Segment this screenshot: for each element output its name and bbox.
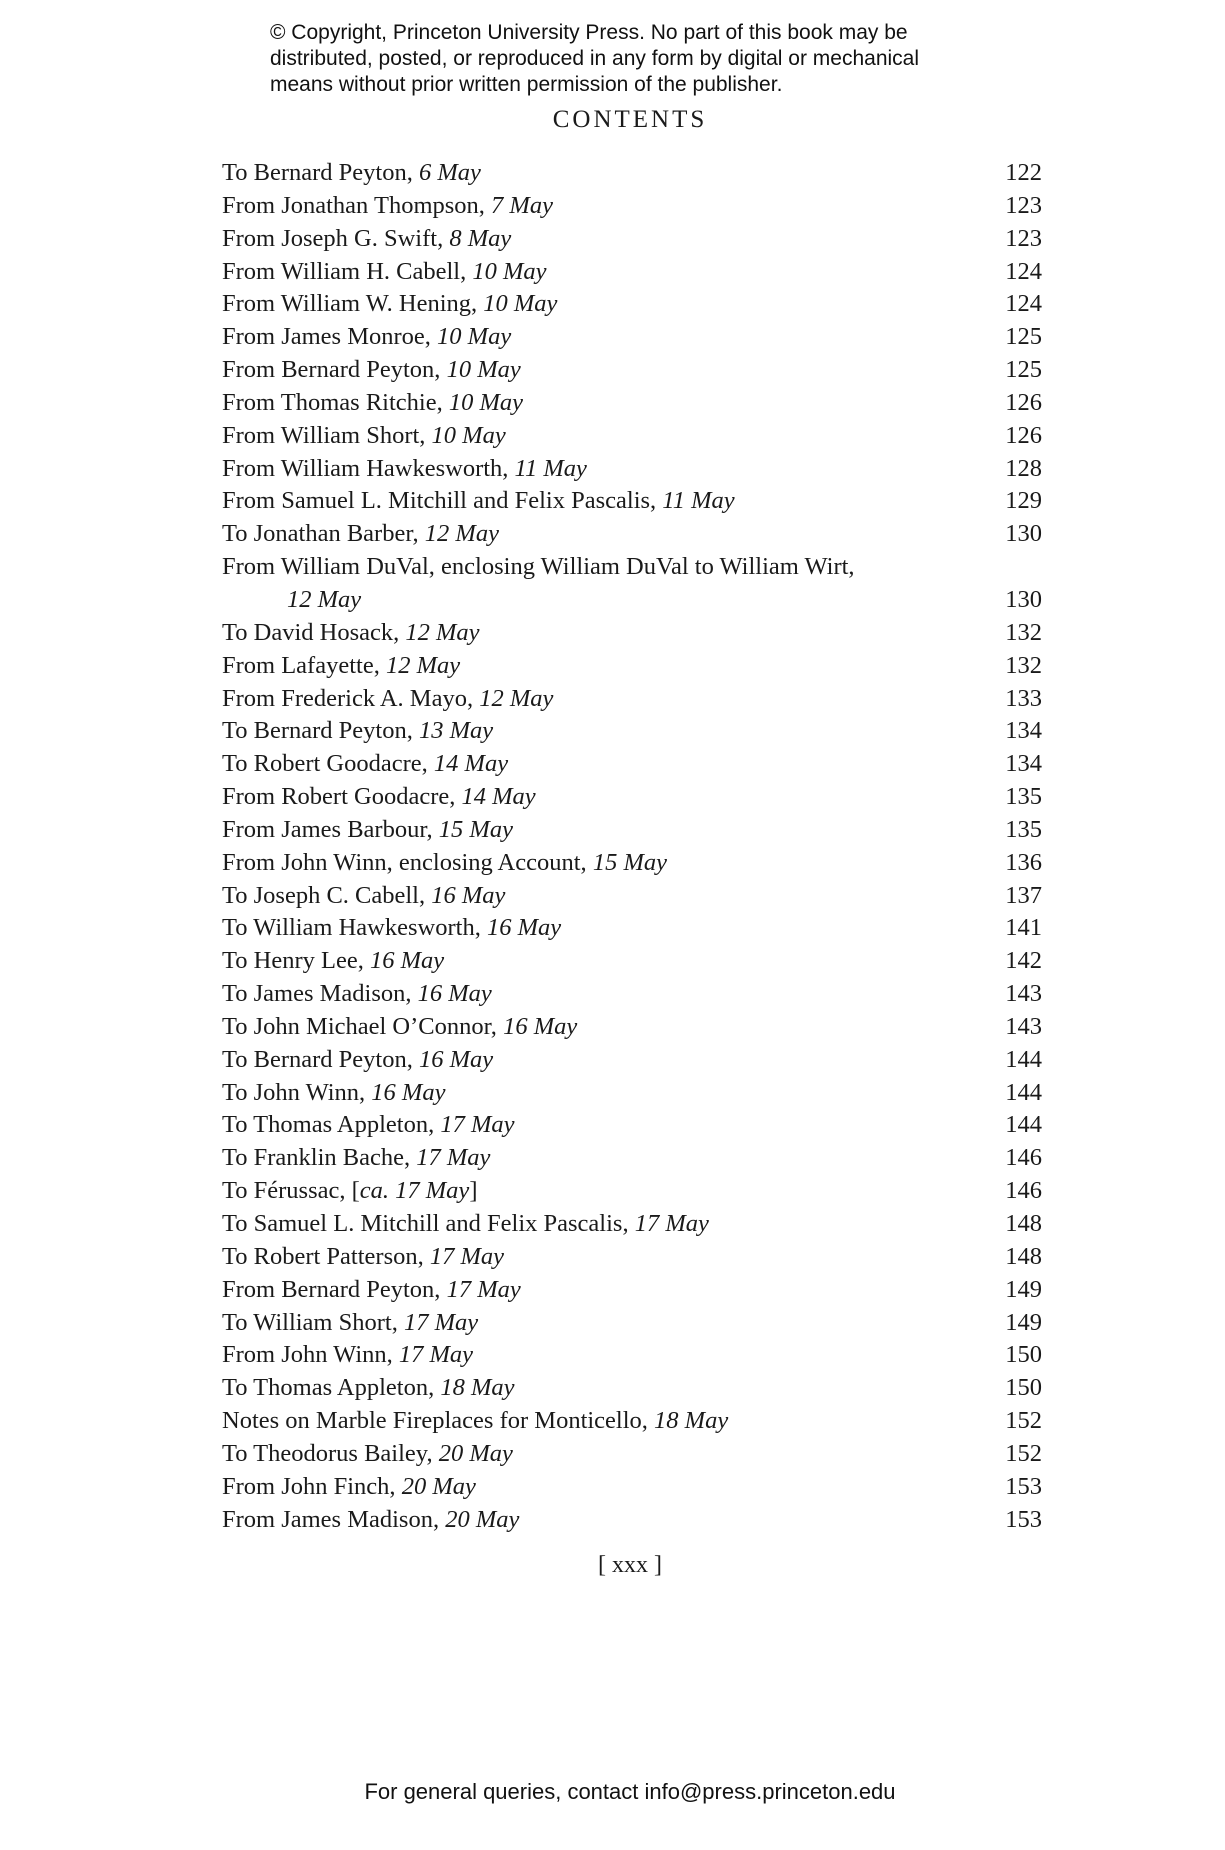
toc-entry-title [222,847,667,880]
toc-entry-correspondent: From Bernard Peyton, [222,356,447,384]
toc-entry-date: 16 May [417,980,492,1008]
toc-entry-correspondent: From James Monroe, [222,323,438,351]
toc-entry-correspondent: From Frederick A. Mayo, [222,684,480,712]
toc-entry-page-number: 129 [1005,487,1042,515]
toc-entry-title [222,1044,493,1077]
toc-entry [222,781,1042,814]
toc-entry-title [222,1339,473,1372]
toc-entry [222,157,1042,190]
toc-entry-date: 20 May [438,1439,513,1467]
copyright-notice [270,20,990,98]
toc-entry-title [222,288,557,321]
toc-entry-page-number: 125 [1005,323,1042,351]
toc-entry-page-number: 148 [1005,1210,1042,1237]
toc-entry [222,321,1042,354]
toc-entry-date: 12 May [424,520,499,548]
toc-entry-date: 16 May [503,1012,578,1040]
toc-entry-correspondent: To William Hawkesworth, [222,914,487,942]
toc-entry-page-number: 152 [1005,1439,1042,1467]
toc-entry-page-number: 134 [1005,750,1042,778]
toc-entry-title [222,1274,521,1307]
toc-entry-page-number: 149 [1005,1308,1042,1336]
toc-entry-title [222,157,481,190]
toc-entry-page-number: 153 [1005,1505,1042,1533]
toc-entry [222,1011,1042,1044]
toc-entry-correspondent: From John Finch, [222,1472,402,1500]
toc-entry [222,551,1042,584]
toc-entry-title [222,814,513,847]
toc-entry-page-number: 135 [1005,815,1042,843]
toc-entry-title [222,1471,476,1504]
toc-entry [222,387,1042,420]
toc-entry-date: 15 May [592,848,667,876]
toc-entry-correspondent: To Robert Goodacre, [222,750,434,778]
toc-entry-date: 10 May [431,421,506,449]
toc-entry-page-number: 146 [1005,1177,1042,1205]
toc-entry-title [222,781,536,814]
toc-entry-title [222,420,506,453]
toc-entry [222,715,1042,748]
toc-entry-title [222,715,493,748]
toc-entry-correspondent: To Thomas Appleton, [222,1111,441,1139]
toc-entry-correspondent: From James Madison, [222,1505,446,1533]
toc-entry-title [222,748,508,781]
toc-entry-date: 12 May [479,684,554,712]
toc-entry-correspondent: To Robert Patterson, [222,1242,430,1270]
toc-entry-title [222,880,505,913]
toc-entry [222,847,1042,880]
toc-entry [222,453,1042,486]
toc-entry-correspondent: Notes on Marble Fireplaces for Monticello, [222,1407,655,1435]
toc-entry-correspondent: To Samuel L. Mitchill and Felix Pascalis, [222,1210,635,1237]
toc-entry-date: 10 May [448,388,524,416]
toc-entry-correspondent: From William Hawkesworth, [222,454,515,482]
toc-entry-correspondent: From James Barbour, [222,815,439,843]
toc-entry-correspondent: To Franklin Bache, [222,1144,417,1172]
toc-entry-date: 17 May [440,1111,515,1139]
toc-entry-title [222,321,511,354]
toc-entry-page-number: 153 [1005,1472,1042,1500]
toc-entry-date: 12 May [287,585,362,613]
toc-entry-title [222,683,553,716]
toc-entry-date: 17 May [403,1308,479,1336]
toc-entry-page-number: 126 [1005,388,1042,416]
toc-entry-date: 10 May [437,323,512,351]
toc-entry-page-number: 123 [1005,191,1042,219]
toc-entry-page-number: 143 [1005,1012,1042,1040]
toc-entry-date: ca. 17 May [359,1177,470,1205]
toc-entry-page-number: 122 [1005,159,1042,186]
toc-entry [222,256,1042,289]
toc-entry-page-number: 124 [1005,257,1042,285]
toc-entry-title [222,1405,728,1438]
toc-entry-correspondent: From Samuel L. Mitchill and Felix Pascalis, [222,487,663,515]
toc-entry-correspondent: To Bernard Peyton, [222,1045,419,1073]
toc-entry-page-number: 143 [1005,980,1042,1008]
toc-entry [222,354,1042,387]
toc-entry-title [222,1438,513,1471]
toc-entry-date: 14 May [433,750,509,778]
toc-entry [222,880,1042,913]
page-folio: [ xxx ] [598,1552,662,1578]
toc-entry-page-number: 135 [1005,783,1042,811]
toc-entry-date: 18 May [440,1374,515,1402]
toc-entry [222,1077,1042,1110]
toc-entry-correspondent: From William H. Cabell, [222,257,473,285]
toc-entry [222,518,1042,551]
toc-entry [222,617,1042,650]
toc-entry-correspondent: From Lafayette, [222,651,386,679]
toc-entry [222,1504,1042,1537]
toc-entry [222,485,1042,518]
toc-entry-date: 16 May [369,947,445,975]
toc-entry-correspondent: To Theodorus Bailey, [222,1439,439,1467]
toc-entry-title [222,650,460,683]
toc-entry-page-number: 125 [1005,356,1042,384]
toc-entry [222,1142,1042,1175]
toc-entry-date: 17 May [429,1242,505,1270]
toc-entry-title [222,354,521,387]
toc-entry-page-number: 126 [1005,421,1042,449]
toc-entry-date: 7 May [491,191,553,219]
toc-entry-title [222,453,587,486]
toc-entry-title [222,1175,477,1208]
toc-entry-page-number: 136 [1005,848,1042,876]
toc-entry-title [222,1077,445,1110]
toc-entry-correspondent: From William Short, [222,421,432,449]
toc-entry-correspondent: To William Short, [222,1308,404,1336]
toc-entry-title [222,1011,577,1044]
toc-entry-title [222,978,492,1011]
toc-entry [222,1241,1042,1274]
toc-entry-title [222,1307,478,1340]
toc-entry [222,288,1042,321]
toc-entry-title [222,551,855,584]
toc-entry [222,748,1042,781]
toc-entry-page-number: 132 [1005,651,1042,679]
toc-entry-date: 6 May [418,159,481,186]
toc-entry-correspondent: From John Winn, enclosing Account, [222,848,593,876]
toc-entry-date: 16 May [431,881,506,909]
toc-entry-date: 20 May [401,1472,476,1500]
copyright-line: means without prior written permission of the publisher. [270,73,783,96]
toc-entry-page-number: 146 [1005,1144,1042,1172]
toc-entry-page-number: 130 [1005,520,1042,548]
toc-entry [222,978,1042,1011]
toc-entry-date: 12 May [405,618,480,646]
toc-entry-page-number: 144 [1005,1045,1042,1073]
toc-entry-page-number: 134 [1005,717,1042,745]
toc-entry [222,1044,1042,1077]
toc-entry-title [222,190,553,223]
toc-entry-title [222,912,561,945]
toc-entry-date: 12 May [385,651,461,679]
toc-entry-page-number: 133 [1005,684,1042,712]
toc-entry [222,683,1042,716]
toc-entry-date: 13 May [418,717,494,745]
toc-entry-date: 10 May [483,290,558,318]
toc-entry-page-number: 124 [1005,290,1042,318]
toc-entry-page-number: 150 [1005,1374,1042,1402]
toc-entry-correspondent: From Thomas Ritchie, [222,388,449,416]
toc-entry-date: 10 May [472,257,547,285]
toc-entry [222,1372,1042,1405]
toc-entry-date: 11 May [662,487,735,515]
toc-entry-date: 16 May [486,914,562,942]
toc-entry-date: 15 May [438,815,513,843]
table-of-contents [222,157,1042,1536]
toc-entry [222,1208,1042,1241]
copyright-line: © Copyright, Princeton University Press. No part of this book may be [270,21,908,44]
toc-entry-correspondent: From John Winn, [222,1341,399,1369]
toc-entry [222,1175,1042,1208]
toc-entry-date: 17 May [398,1341,474,1369]
toc-entry-title [222,223,511,256]
toc-entry-correspondent: To David Hosack, [222,618,406,646]
toc-entry-title [222,945,444,978]
toc-entry-page-number: 142 [1005,947,1042,975]
toc-entry-correspondent: From Joseph G. Swift, [222,224,450,252]
toc-entry-page-number: 152 [1005,1407,1042,1435]
footer-contact: For general queries, contact info@press.princeton.edu [364,1779,896,1804]
toc-entry [222,1405,1042,1438]
toc-entry-date: 18 May [654,1407,729,1435]
toc-entry-title [222,1208,709,1241]
toc-entry-correspondent: From Jonathan Thompson, [222,191,492,219]
toc-entry-date: 10 May [446,356,521,384]
toc-entry [222,420,1042,453]
toc-entry-title [222,1109,515,1142]
toc-entry [222,223,1042,256]
toc-entry-correspondent: To Férussac, [ [222,1177,360,1205]
toc-entry-page-number: 148 [1005,1242,1042,1270]
toc-entry-correspondent: To James Madison, [222,980,418,1008]
toc-entry-date: 17 May [446,1275,521,1303]
toc-entry-correspondent: To Bernard Peyton, [222,717,419,745]
toc-entry-date: 17 May [416,1144,491,1172]
toc-entry [222,1274,1042,1307]
toc-entry-correspondent: From Robert Goodacre, [222,783,462,811]
toc-entry-correspondent: To Thomas Appleton, [222,1374,441,1402]
toc-entry-title [222,485,735,518]
toc-entry-correspondent: From Bernard Peyton, [222,1275,447,1303]
toc-entry-date: 17 May [634,1210,709,1237]
contents-heading: CONTENTS [552,106,708,133]
toc-entry-correspondent: To Jonathan Barber, [222,520,425,548]
toc-entry-page-number: 128 [1005,454,1042,482]
toc-entry [222,1109,1042,1142]
toc-entry [222,1471,1042,1504]
copyright-line: distributed, posted, or reproduced in any form by digital or mechanical [270,47,920,70]
toc-entry-correspondent: To Bernard Peyton, [222,159,419,186]
toc-entry-page-number: 144 [1005,1078,1042,1106]
toc-entry-date: 8 May [449,224,512,252]
toc-entry [222,190,1042,223]
toc-entry-date: 11 May [514,454,587,482]
toc-entry-correspondent: To Joseph C. Cabell, [222,881,432,909]
toc-entry [222,650,1042,683]
toc-entry-page-number: 150 [1005,1341,1042,1369]
toc-entry-date: 14 May [461,783,536,811]
toc-entry-page-number: 137 [1005,881,1042,909]
toc-entry-page-number: 123 [1005,224,1042,252]
toc-entry-title [222,617,480,650]
toc-entry [222,1307,1042,1340]
toc-entry [222,1339,1042,1372]
toc-entry-title [222,256,547,289]
toc-entry-date: 16 May [418,1045,494,1073]
toc-entry-page-number: 141 [1005,914,1042,942]
toc-entry-correspondent: To John Winn, [222,1078,372,1106]
toc-entry-correspondent: From William W. Hening, [222,290,484,318]
toc-entry-suffix: ] [469,1177,478,1205]
toc-entry-correspondent: To John Michael O’Connor, [222,1012,504,1040]
toc-entry-title [222,518,499,551]
toc-entry-page-number: 130 [1005,585,1042,613]
toc-entry-title [222,1241,504,1274]
toc-entry [222,584,1042,617]
toc-entry [222,1438,1042,1471]
toc-entry [222,814,1042,847]
toc-entry-date: 16 May [371,1078,446,1106]
toc-entry-page-number: 149 [1005,1275,1042,1303]
toc-entry [222,912,1042,945]
toc-entry-title [222,1372,515,1405]
toc-entry-page-number: 132 [1005,618,1042,646]
toc-entry-page-number: 144 [1005,1111,1042,1139]
toc-entry-title [287,584,361,617]
toc-entry-correspondent: From William DuVal, enclosing William DuVal to William Wirt, [222,553,855,581]
toc-entry [222,945,1042,978]
toc-entry-title [222,1504,519,1537]
toc-entry-date: 20 May [445,1505,520,1533]
toc-entry-correspondent: To Henry Lee, [222,947,370,975]
toc-entry-title [222,387,523,420]
toc-entry-title [222,1142,490,1175]
